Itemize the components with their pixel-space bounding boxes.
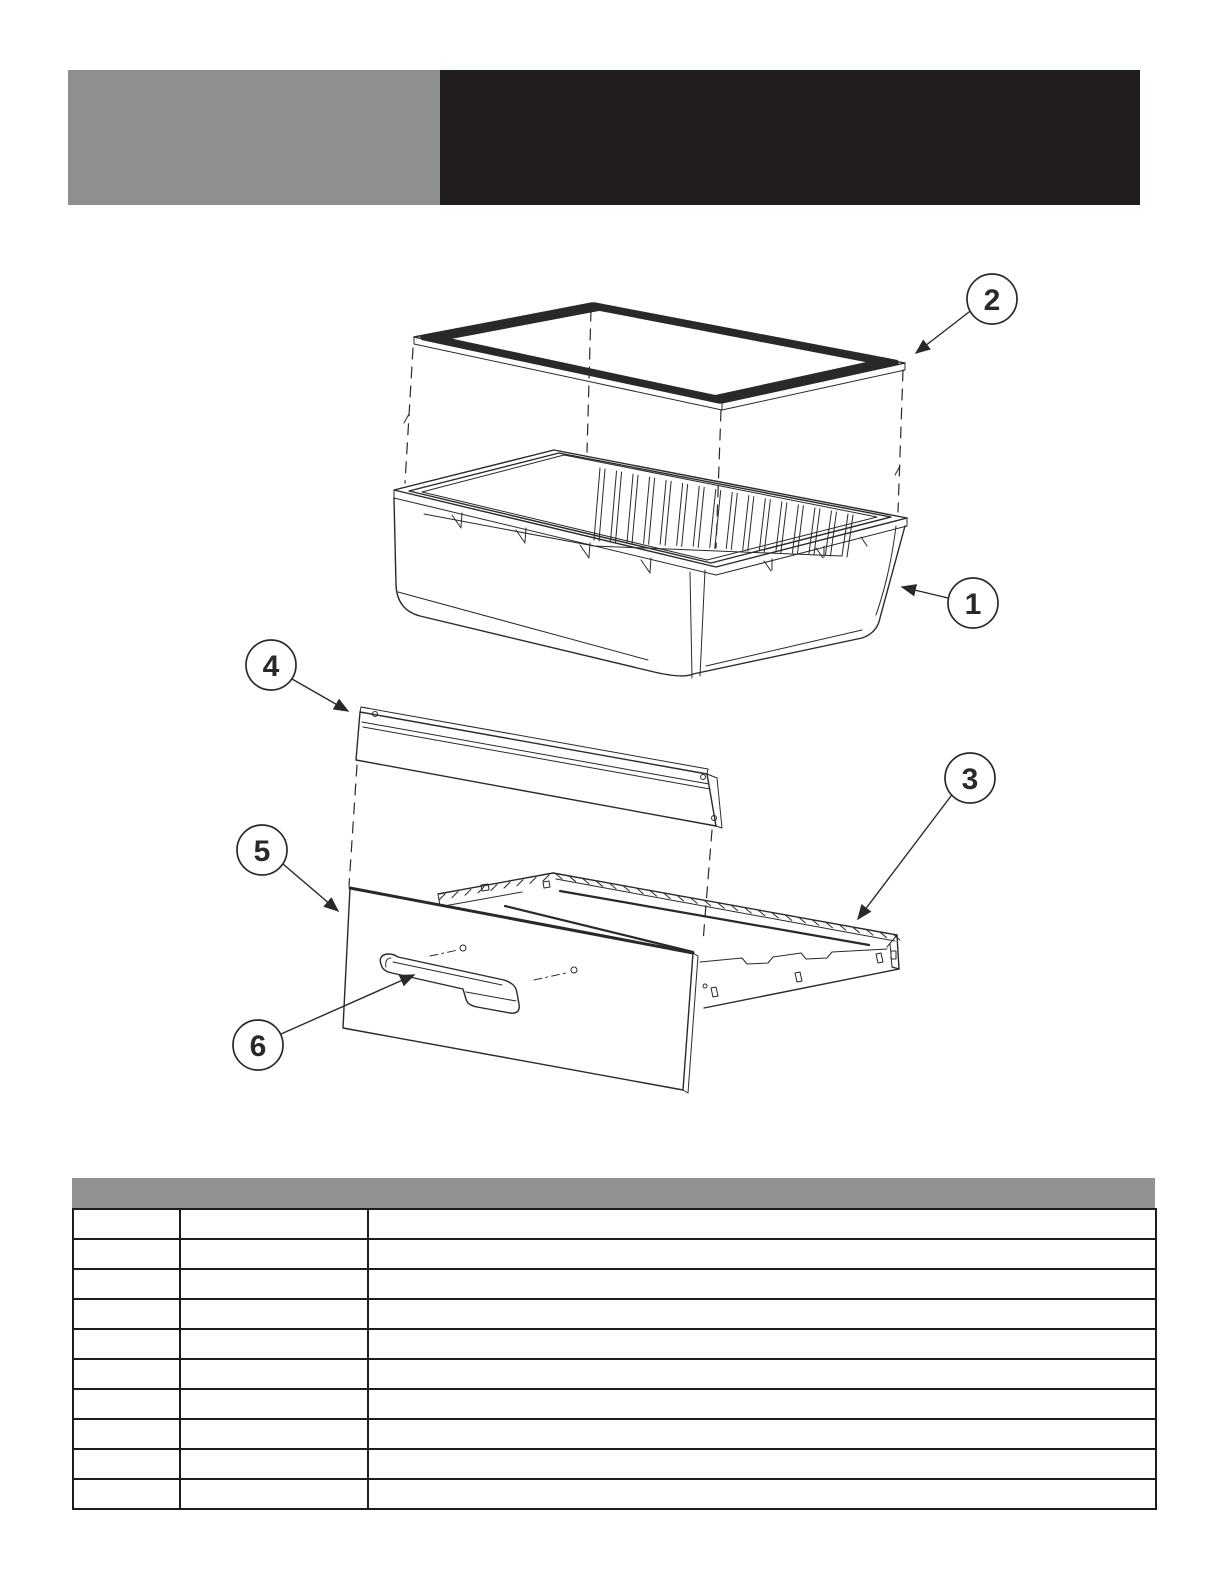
- table-cell: [73, 1209, 180, 1239]
- trim-rail-part: [356, 707, 722, 828]
- table-row: [73, 1449, 1156, 1479]
- table-row: [73, 1389, 1156, 1419]
- callout-3: [858, 753, 995, 919]
- table-row: [73, 1479, 1156, 1509]
- table-row: [73, 1359, 1156, 1389]
- table-cell: [368, 1299, 1156, 1329]
- table-cell: [368, 1209, 1156, 1239]
- drawer-front-panel-part: [343, 888, 698, 1093]
- table-cell: [368, 1329, 1156, 1359]
- table-row: [73, 1209, 1156, 1239]
- table-cell: [180, 1329, 368, 1359]
- parts-table-grid: [72, 1208, 1157, 1510]
- table-cell: [368, 1269, 1156, 1299]
- table-cell: [368, 1359, 1156, 1389]
- table-row: [73, 1269, 1156, 1299]
- table-cell: [73, 1479, 180, 1509]
- callout-1: [902, 578, 998, 628]
- table-cell: [180, 1389, 368, 1419]
- callout-label: 6: [249, 1030, 267, 1063]
- callout-label: 3: [961, 763, 979, 796]
- gasket-part: [414, 303, 905, 410]
- table-cell: [368, 1419, 1156, 1449]
- table-cell: [180, 1359, 368, 1389]
- callout-label: 4: [262, 650, 280, 683]
- parts-table-header-band: [72, 1178, 1155, 1208]
- table-cell: [368, 1479, 1156, 1509]
- callout-5: [237, 825, 338, 911]
- table-cell: [73, 1299, 180, 1329]
- callout-label: 1: [964, 588, 982, 621]
- table-row: [73, 1239, 1156, 1269]
- table-cell: [73, 1239, 180, 1269]
- table-cell: [180, 1449, 368, 1479]
- table-cell: [73, 1389, 180, 1419]
- table-cell: [180, 1269, 368, 1299]
- table-cell: [73, 1449, 180, 1479]
- table-cell: [73, 1269, 180, 1299]
- table-cell: [180, 1479, 368, 1509]
- parts-table: [72, 1178, 1155, 1510]
- table-cell: [73, 1329, 180, 1359]
- table-row: [73, 1329, 1156, 1359]
- callout-label: 2: [983, 284, 1001, 317]
- table-row: [73, 1419, 1156, 1449]
- table-cell: [73, 1359, 180, 1389]
- table-cell: [368, 1449, 1156, 1479]
- table-cell: [73, 1419, 180, 1449]
- callout-label: 5: [253, 835, 271, 868]
- table-cell: [180, 1239, 368, 1269]
- table-cell: [368, 1389, 1156, 1419]
- table-cell: [368, 1239, 1156, 1269]
- table-cell: [180, 1209, 368, 1239]
- callout-4: [246, 640, 348, 711]
- table-cell: [180, 1419, 368, 1449]
- crisper-bin-part: [394, 450, 907, 678]
- table-row: [73, 1299, 1156, 1329]
- callout-2: [916, 274, 1017, 353]
- table-cell: [180, 1299, 368, 1329]
